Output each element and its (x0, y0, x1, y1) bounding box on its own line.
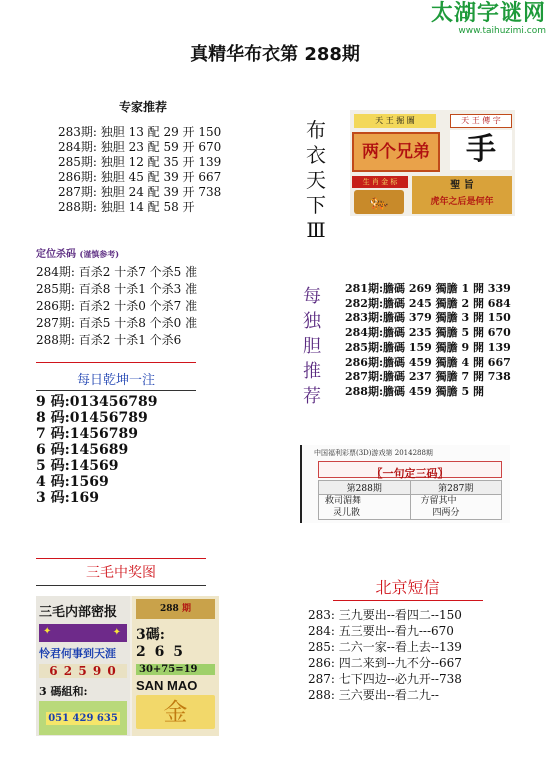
calligraphy-box (450, 130, 512, 170)
sanmao-image (36, 596, 219, 736)
beijing-rows (308, 607, 518, 703)
list-item: 285期: 独胆 12 配 35 开 139 (58, 155, 222, 169)
list-item: 287期: 百杀5 十杀8 个杀0 准 (36, 316, 198, 330)
watermark-logo-text: 太湖字谜网 (430, 1, 546, 26)
vertical-char: 独 (303, 311, 321, 332)
calligraphy-char: 手 (466, 132, 496, 167)
lottery-right-line: 方留其中 (420, 496, 457, 506)
right-tag: 天 王 傳 字 (450, 114, 512, 128)
lottery-right-line: 四两分 (432, 508, 460, 518)
vertical-char: 下 (306, 193, 326, 217)
list-item: 283: 三九要出--看四二--150 (308, 608, 462, 622)
sanmao-code3-label: 3碼: (136, 627, 165, 643)
sanmao-banner: 怜君何事到天涯 (39, 647, 116, 660)
list-item: 286期:膽碼 459 獨膽 4 開 667 (345, 355, 511, 369)
dudan-rows (345, 282, 520, 400)
divider (36, 585, 206, 586)
list-item: 283期:膽碼 379 獨膽 3 開 150 (345, 311, 511, 325)
vertical-char: 衣 (306, 143, 326, 167)
list-item: 3 码:169 (36, 490, 100, 506)
daily-section (36, 362, 236, 506)
position-kill-title: 定位杀码 (36, 249, 76, 260)
list-item: 285期:膽碼 159 獨膽 9 開 139 (345, 340, 511, 354)
divider (36, 390, 196, 391)
vertical-char: 推 (303, 361, 321, 382)
tiger-icon: 🐅 (354, 190, 404, 214)
lottery-header: 中国福利彩票(3D)游戏第 2014288期 (314, 449, 433, 457)
lottery-title-box (318, 461, 502, 478)
list-item: 9 码:013456789 (36, 394, 158, 410)
lottery-col-right (411, 481, 502, 519)
list-item: 288: 三六要出--看二九-- (308, 688, 439, 702)
brothers-image (350, 110, 515, 216)
sanmao-inner-title: 三毛内部密报 (39, 605, 118, 620)
expert-rows (48, 125, 238, 215)
tiger-text: 虎年之后是何年 (430, 197, 494, 207)
list-item: 286期: 独胆 45 配 39 开 667 (58, 170, 222, 184)
vertical-char: 荐 (303, 386, 321, 407)
decree-title: 聖 旨 (450, 180, 474, 191)
sanmao-numbers: 6 2 5 9 0 (39, 664, 127, 678)
site-watermark (431, 2, 546, 37)
position-kill-note: (谨慎参考) (79, 249, 120, 259)
list-item: 284期:膽碼 235 獨膽 5 開 670 (345, 326, 511, 340)
sanmao-brand: SAN MAO (136, 678, 198, 693)
sanmao-gold: 金 (163, 698, 188, 726)
list-item: 284期: 独胆 23 配 59 开 670 (58, 140, 222, 154)
list-item: 8 码:01456789 (36, 410, 148, 426)
beijing-section (300, 575, 515, 601)
divider (36, 362, 196, 363)
lottery-image (300, 445, 510, 523)
sanmao-period-label: 期 (181, 604, 191, 614)
list-item: 286期: 百杀2 十杀0 个杀7 准 (36, 299, 198, 313)
sanmao-section (36, 558, 236, 586)
decree-box (412, 176, 512, 214)
sanmao-combo-value: 051 429 635 (48, 712, 118, 724)
list-item: 4 码:1569 (36, 474, 109, 490)
list-item: 284期: 百杀2 十杀7 个杀5 准 (36, 265, 198, 279)
vertical-char: 胆 (303, 336, 321, 357)
lottery-col-left-head: 第288期 (319, 481, 410, 495)
lottery-title: 〖一句定三码〗 (371, 467, 449, 480)
left-tag: 天 王 掘 圖 (354, 114, 436, 128)
sanmao-code3-value: 2 6 5 (136, 644, 185, 660)
divider (333, 600, 483, 601)
list-item: 285: 二六一家--看上去--139 (308, 640, 462, 654)
sanmao-combo-label: 3 碼組和: (39, 685, 88, 698)
list-item: 287: 七下四边--必九开--738 (308, 672, 462, 686)
vertical-char: 每 (303, 286, 321, 307)
lottery-table (318, 480, 502, 520)
divider (36, 558, 206, 559)
sanmao-gold-box (136, 695, 215, 729)
sanmao-title: 三毛中奖图 (86, 565, 156, 581)
list-item: 7 码:1456789 (36, 426, 138, 442)
vertical-char: 天 (306, 168, 326, 192)
seal-tag: 生 肖 金 标 (352, 176, 408, 188)
position-kill-title-row (36, 245, 261, 260)
list-item: 287期: 独胆 24 配 39 开 738 (58, 185, 222, 199)
position-kill-section (36, 245, 261, 349)
expert-section (48, 98, 238, 215)
list-item: 281期:膽碼 269 獨膽 1 開 339 (345, 282, 511, 295)
sanmao-period: 288 (160, 604, 179, 614)
list-item: 282期:膽碼 245 獨膽 2 開 684 (345, 296, 511, 310)
brothers-box (352, 132, 440, 172)
watermark-url: www.taihuzimi.com (458, 26, 546, 36)
sanmao-combo-box (39, 701, 127, 735)
vertical-char: 布 (306, 118, 326, 142)
list-item: 288期: 百杀2 十杀1 个杀6 (36, 333, 182, 347)
lottery-left-line: 灵儿散 (333, 508, 361, 518)
star-icon: ✦ (43, 626, 52, 637)
list-item: 286: 四二来到--九不分--667 (308, 656, 462, 670)
list-item: 283期: 独胆 13 配 29 开 150 (58, 125, 222, 139)
list-item: 288期:膽碼 459 獨膽 5 開 (345, 384, 484, 398)
dudan-vertical-title (298, 284, 326, 409)
star-icon: ✦ (112, 627, 121, 638)
sanmao-period-row (136, 599, 215, 619)
list-item: 285期: 百杀8 十杀1 个杀3 准 (36, 282, 198, 296)
expert-title: 专家推荐 (118, 100, 167, 114)
daily-title: 每日乾坤一注 (76, 373, 155, 388)
vertical-char: Ⅲ (306, 218, 326, 242)
buyi-vertical-title (302, 118, 330, 243)
list-item: 288期: 独胆 14 配 58 开 (58, 200, 195, 214)
sanmao-left-panel (36, 596, 130, 736)
page-title: 真精华布衣第 288期 (190, 44, 360, 65)
list-item: 284: 五三要出--看九---670 (308, 624, 454, 638)
brothers-text: 两个兄弟 (362, 142, 430, 162)
sanmao-right-panel (132, 596, 219, 736)
list-item: 6 码:145689 (36, 442, 129, 458)
list-item: 287期:膽碼 237 獨膽 7 開 738 (345, 370, 511, 384)
list-item: 5 码:14569 (36, 458, 119, 474)
lottery-left-line: 救司湄舞 (325, 496, 362, 506)
lottery-col-right-head: 第287期 (411, 481, 502, 495)
daily-rows (36, 394, 236, 506)
beijing-title: 北京短信 (375, 578, 440, 597)
position-kill-rows (36, 264, 261, 349)
lottery-col-left (319, 481, 411, 519)
sanmao-sum: 30+75=19 (136, 664, 215, 675)
sanmao-banner-box (39, 624, 127, 642)
